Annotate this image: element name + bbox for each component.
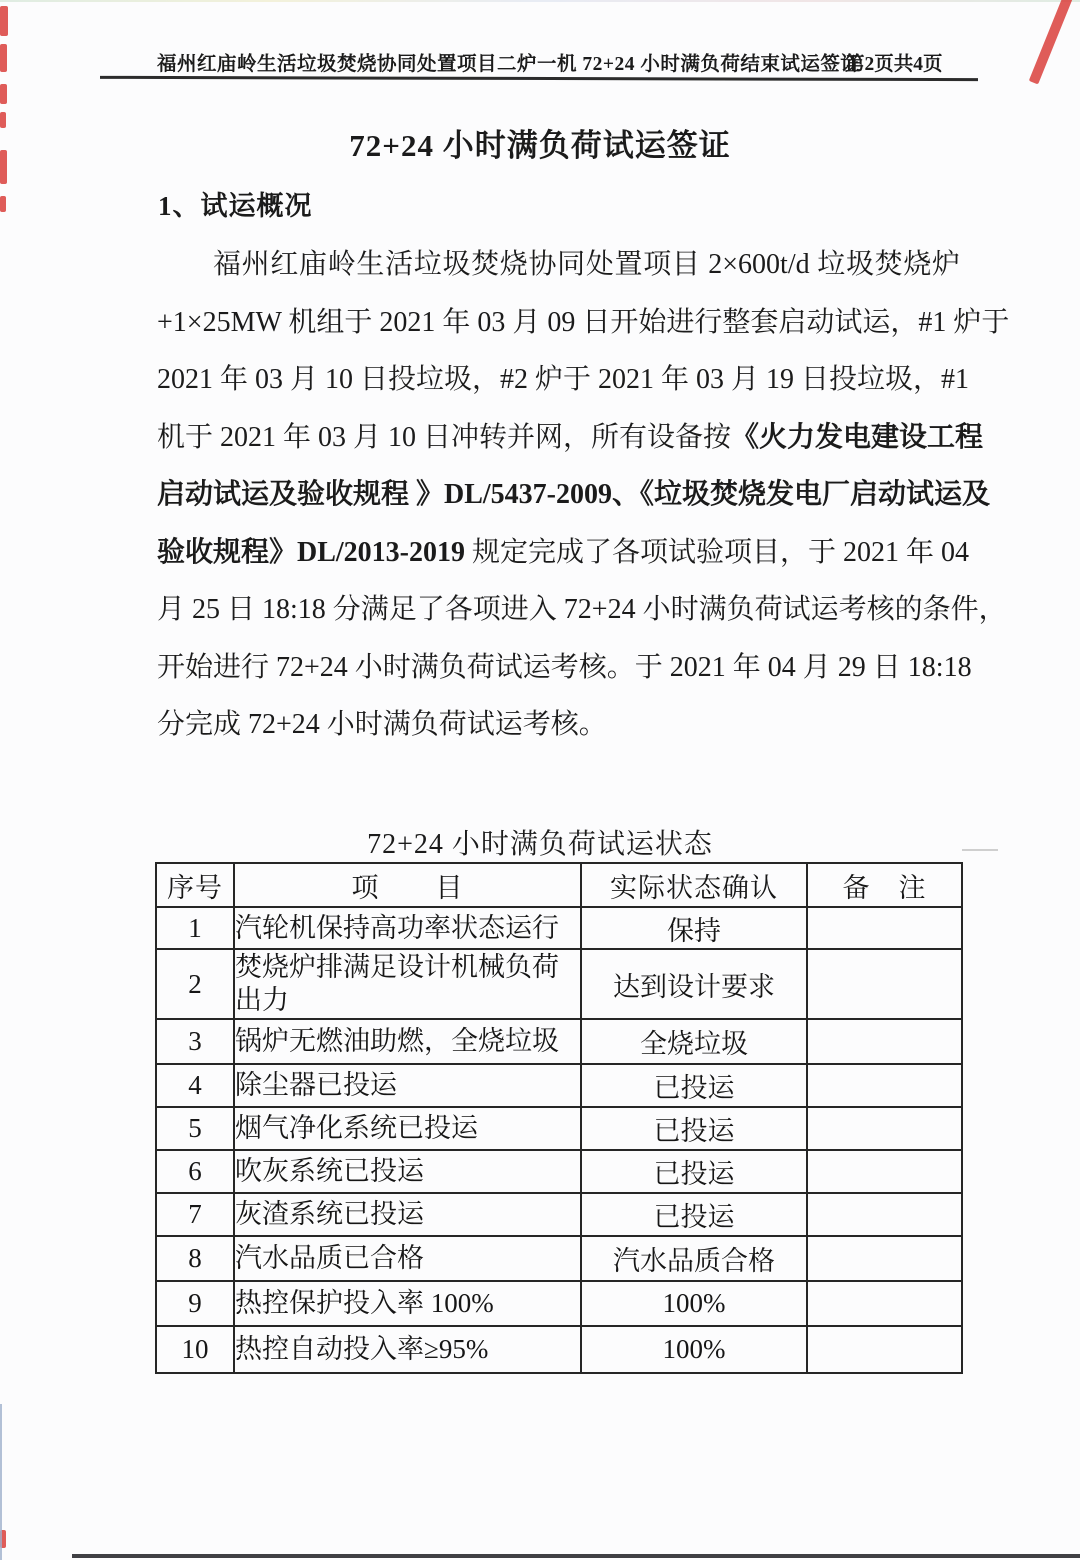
scan-bottom-edge-line: [72, 1554, 1080, 1558]
cell-item: 锅炉无燃油助燃，全烧垃圾: [234, 1019, 581, 1064]
paragraph-line: [157, 351, 970, 409]
scan-stray-dash: [962, 849, 998, 851]
cell-seq: 6: [156, 1150, 234, 1193]
table-row: [156, 1193, 962, 1236]
cell-item: 汽水品质已合格: [234, 1236, 581, 1281]
paragraph-text: +1×25MW 机组于 2021 年 03 月 09 日开始进行整套启动试运，#1 炉于: [157, 306, 1010, 338]
paragraph-line: [157, 294, 1010, 352]
header-divider: [100, 76, 978, 81]
cell-seq: 9: [156, 1281, 234, 1326]
cell-item: 吹灰系统已投运: [234, 1150, 581, 1193]
cell-seq: 5: [156, 1107, 234, 1150]
paragraph-text: 规定完成了各项试验项目，于 2021 年 04: [465, 536, 970, 568]
cell-item: 灰渣系统已投运: [234, 1193, 581, 1236]
scan-top-edge-line: [0, 0, 1080, 2]
cell-status: 100%: [581, 1326, 807, 1373]
cell-status: 已投运: [581, 1193, 807, 1236]
table-row: [156, 1236, 962, 1281]
section-heading: 1、试运概况: [158, 191, 313, 221]
cell-item: 汽轮机保持高功率状态运行: [234, 907, 581, 949]
cell-note: [807, 1326, 962, 1373]
table-row: [156, 1019, 962, 1064]
table-header-row: [156, 863, 962, 907]
paragraph-line: [157, 236, 960, 294]
cell-seq: 8: [156, 1236, 234, 1281]
col-header-item: 项 目: [234, 863, 581, 907]
running-header-page-number: 第2页共4页: [845, 54, 943, 75]
page-title: 72+24 小时满负荷试运签证: [349, 128, 731, 163]
cell-note: [807, 1064, 962, 1107]
paragraph-line: [157, 524, 970, 582]
cell-item: 烟气净化系统已投运: [234, 1107, 581, 1150]
paragraph-line: [157, 581, 1007, 639]
cell-note: [807, 1193, 962, 1236]
scan-red-mark: [1029, 0, 1073, 84]
cell-item: 除尘器已投运: [234, 1064, 581, 1107]
cell-seq: 2: [156, 949, 234, 1019]
cell-seq: 1: [156, 907, 234, 949]
paragraph-line: [157, 696, 960, 754]
cell-note: [807, 1019, 962, 1064]
cell-seq: 4: [156, 1064, 234, 1107]
paragraph-line: [157, 639, 972, 697]
cell-note: [807, 1150, 962, 1193]
table-row: [156, 1281, 962, 1326]
paragraph-line: [157, 409, 984, 467]
cell-note: [807, 907, 962, 949]
cell-seq: 7: [156, 1193, 234, 1236]
cell-note: [807, 1281, 962, 1326]
paragraph-text: 开始进行 72+24 小时满负荷试运考核。于 2021 年 04 月 29 日 18:18: [157, 651, 972, 683]
cell-status: 达到设计要求: [581, 949, 807, 1019]
cell-item: 焚烧炉排满足设计机械负荷出力: [234, 949, 581, 1019]
scan-red-mark: [0, 44, 7, 72]
cell-note: [807, 1236, 962, 1281]
cell-status: 已投运: [581, 1150, 807, 1193]
paragraph-text: 月 25 日 18:18 分满足了各项进入 72+24 小时满负荷试运考核的条件，: [157, 594, 1007, 625]
paragraph-text: 2021 年 03 月 10 日投垃圾，#2 炉于 2021 年 03 月 19 日投垃圾，#1: [157, 364, 970, 395]
cell-note: [807, 949, 962, 1019]
table-row: [156, 1326, 962, 1373]
cell-note: [807, 1107, 962, 1150]
cell-status: 全烧垃圾: [581, 1019, 807, 1064]
scan-red-mark: [0, 6, 8, 36]
table-row: [156, 1150, 962, 1193]
paragraph-text-bold: 启动试运及验收规程 》DL/5437-2009、《垃圾焚烧发电厂启动试运及: [157, 479, 991, 510]
cell-status: 100%: [581, 1281, 807, 1326]
table-row: [156, 949, 962, 1019]
overview-paragraph: [157, 236, 1010, 754]
col-header-status: 实际状态确认: [581, 863, 807, 907]
cell-seq: 3: [156, 1019, 234, 1064]
col-header-note: 备 注: [807, 863, 962, 907]
status-table: [155, 862, 963, 1374]
cell-status: 保持: [581, 907, 807, 949]
table-caption: 72+24 小时满负荷试运状态: [367, 829, 713, 860]
scan-red-mark: [0, 84, 7, 104]
paragraph-text-bold: 验收规程》DL/2013-2019: [157, 536, 466, 568]
table-row: [156, 1064, 962, 1107]
cell-status: 汽水品质合格: [581, 1236, 807, 1281]
cell-seq: 10: [156, 1326, 234, 1373]
cell-item: 热控保护投入率 100%: [234, 1281, 581, 1326]
scan-left-edge-line: [0, 1404, 2, 1560]
table-row: [156, 907, 962, 949]
paragraph-line: [157, 466, 991, 524]
cell-item: 热控自动投入率≥95%: [234, 1326, 581, 1373]
running-header-title: 福州红庙岭生活垃圾焚烧协同处置项目二炉一机 72+24 小时满负荷结束试运签证: [157, 54, 861, 75]
scan-red-mark: [0, 196, 6, 212]
paragraph-text-bold: 《火力发电建设工程: [731, 421, 984, 453]
paragraph-text: 福州红庙岭生活垃圾焚烧协同处置项目 2×600t/d 垃圾焚烧炉: [213, 249, 960, 280]
paragraph-text: 分完成 72+24 小时满负荷试运考核。: [157, 709, 607, 740]
cell-status: 已投运: [581, 1107, 807, 1150]
cell-status: 已投运: [581, 1064, 807, 1107]
col-header-seq: 序号: [156, 863, 234, 907]
table-row: [156, 1107, 962, 1150]
paragraph-text: 机于 2021 年 03 月 10 日冲转并网，所有设备按: [157, 421, 732, 453]
